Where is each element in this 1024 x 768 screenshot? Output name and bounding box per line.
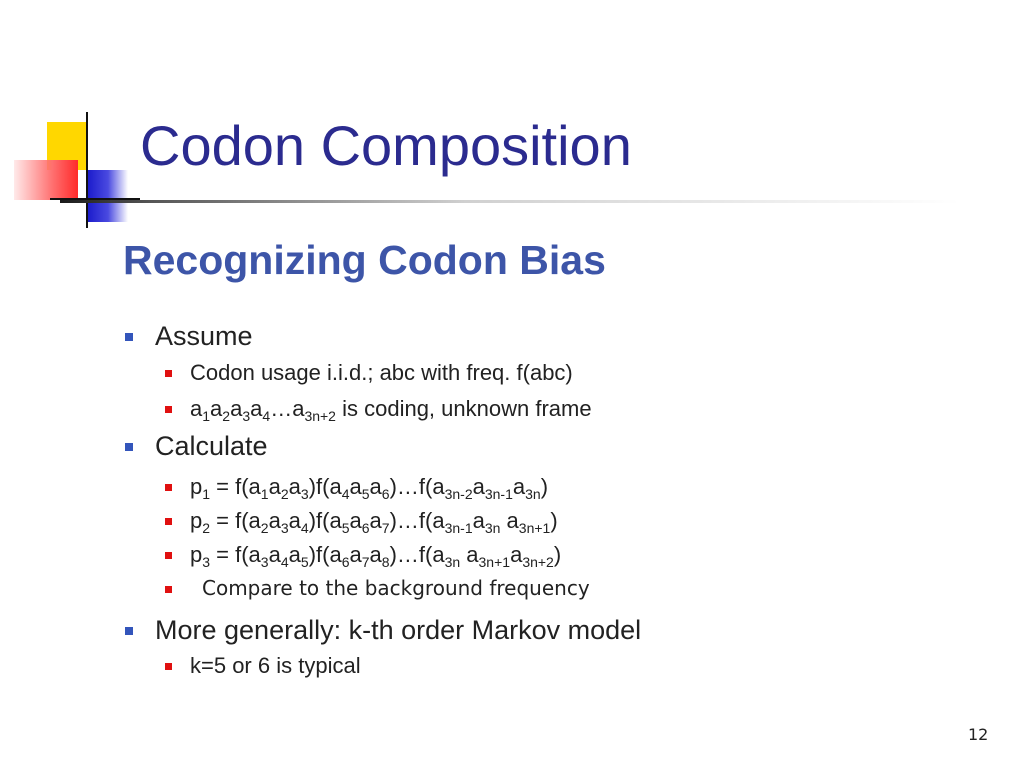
bullet-text: Assume	[155, 321, 253, 351]
sub-bullet-text: $p_1$ = $f(a_1a_2a_3)f(a_4a_5a_6)\dots f(a_{3n-2}a_{3n-1}a_{3n})$	[190, 474, 549, 502]
level1-bullet-marker	[125, 333, 133, 341]
sub-bullet-text: Codon usage i.i.d.; abc with freq. f(abc)	[190, 360, 573, 385]
bullet-text: Calculate	[155, 431, 268, 461]
level2-bullet-marker	[165, 518, 172, 525]
level2-bullet-marker	[165, 370, 172, 377]
sub-bullet-text: Compare to the background frequency	[202, 576, 590, 600]
sub-bullet-text: k=5 or 6 is typical	[190, 653, 361, 678]
sub-bullet-text: $a_1a_2a_3a_4\dots a_{3n+2}$ is coding, unknown frame	[190, 396, 592, 424]
level1-bullet-marker	[125, 627, 133, 635]
slide-logo-decoration	[0, 0, 150, 240]
decor-blue-square	[88, 170, 128, 222]
page-number: 12	[968, 725, 989, 744]
level2-bullet-marker	[165, 663, 172, 670]
level2-bullet-marker	[165, 552, 172, 559]
level1-bullet-marker	[125, 443, 133, 451]
title-underline-rule	[60, 200, 960, 203]
level2-bullet-marker	[165, 586, 172, 593]
level2-bullet-marker	[165, 406, 172, 413]
level2-bullet-marker	[165, 484, 172, 491]
slide-title: Codon Composition	[140, 114, 632, 177]
sub-bullet-text: $p_3$ = $f(a_3a_4a_5)f(a_6a_7a_8)\dots f(a_{3n}$ $a_{3n+1}a_{3n+2}$)	[190, 542, 562, 570]
decor-red-square	[14, 160, 78, 200]
decor-vertical-line	[86, 112, 88, 228]
bullet-text: More generally: k-th order Markov model	[155, 615, 642, 645]
slide-subtitle: Recognizing Codon Bias	[123, 237, 606, 283]
sub-bullet-text: $p_2$ = $f(a_2a_3a_4)f(a_5a_6a_7)\dots f(a_{3n-1}a_{3n}$ $a_{3n+1}$)	[190, 508, 558, 536]
